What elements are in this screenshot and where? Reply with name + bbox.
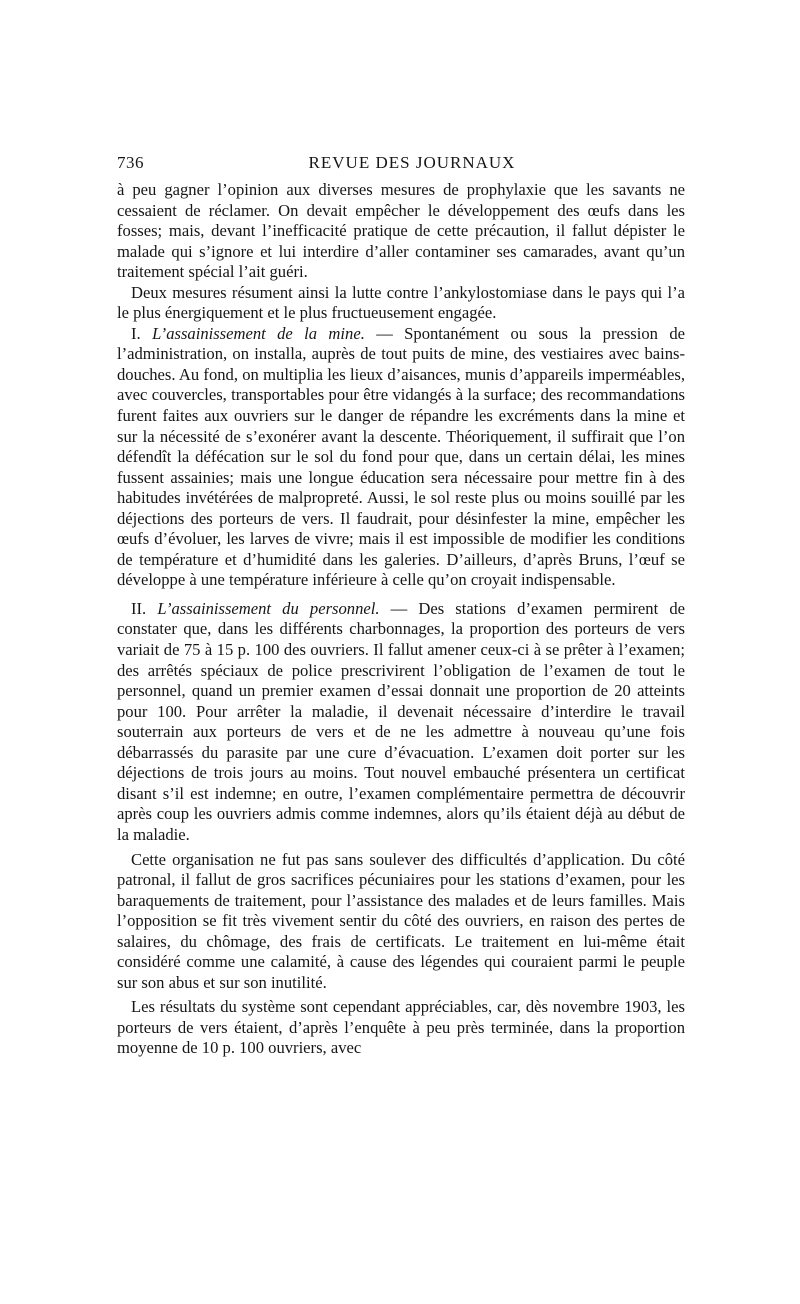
body-text	[117, 180, 685, 1059]
page-number: 736	[117, 153, 144, 172]
section-number: II.	[131, 598, 147, 618]
section-number: I.	[131, 323, 141, 343]
paragraph-two-measures: Deux mesures résument ainsi la lutte contre l’ankylostomiase dans le pays qui l’a le plus énergiquement et le plus fructueusement engagée.	[117, 282, 685, 323]
paragraph-continuation: à peu gagner l’opinion aux diverses mesures de prophylaxie que les savants ne cessaient de réclamer. On devait empêcher le développement des œufs dans les fosses; mais, devant l’inefficacité pratique de cette précaution, il fallut dépister le malade qui s’ignore et lui interdire d’aller contaminer ses camarades, avant qu’un traitement spécial l’ait guéri.	[117, 180, 685, 282]
running-head	[117, 150, 685, 176]
section-heading-personnel: L’assainissement du personnel.	[157, 598, 380, 618]
section-text-mine: — Spontanément ou sous la pression de l’administration, on installa, auprès de tout puits de mine, des vestiaires avec bains-douches. Au fond, on multiplia les lieux d’aisances, munis d’appareils imperméables, avec couvercles, transportables pour être vidangés à la surface; des recommandations furent faites aux ouvriers sur le danger de répandre les excréments dans la mine et sur la nécessité de s’exonérer avant la descente. Théoriquement, il suffirait que l’on défendît la défécation sur le sol du fond pour que, dans un certain délai, les mines fussent assainies; mais une longue éducation sera nécessaire pour mettre fin à des habitudes invétérées de malpropreté. Aussi, le sol reste plus ou moins souillé par les déjections des porteurs de vers. Il faudrait, pour désinfester la mine, empêcher les œufs d’évoluer, les larves de vivre; mais il est impossible de modifier les conditions de température et d’humidité dans les galeries. D’ailleurs, d’après Bruns, l’œuf se développe à une température inférieure à celle qu’on croyait indispensable.	[117, 323, 685, 590]
journal-title: REVUE DES JOURNAUX	[308, 153, 516, 172]
section-text-personnel: — Des stations d’examen permirent de constater que, dans les différents charbonnages, la proportion des porteurs de vers variait de 75 à 15 p. 100 des ouvriers. Il fallut amener ceux-ci à se prêter à l’examen; des arrêtés spéciaux de police prescrivirent l’obligation de l’examen de tout le personnel, quand un premier examen d’essai donnait une proportion de 20 atteints pour 100. Pour arrêter la maladie, il devenait nécessaire d’interdire le travail souterrain aux porteurs de vers et de ne les admettre à nouveau qu’une fois débarrassés du parasite par une cure d’évacuation. L’examen doit porter sur les déjections de trois jours au moins. Tout nouvel embauché présentera un certificat disant s’il est indemne; en outre, l’examen complémentaire permettra de découvrir après coup les ouvriers admis comme indemnes, alors qu’ils étaient déjà au début de la maladie.	[117, 598, 685, 844]
section-mine-sanitation	[117, 324, 685, 591]
book-page	[117, 150, 685, 1059]
paragraph-results: Les résultats du système sont cependant appréciables, car, dès novembre 1903, les porteurs de vers étaient, d’après l’enquête à peu près terminée, dans la proportion moyenne de 10 p. 100 ouvriers, avec	[117, 997, 685, 1058]
paragraph-difficulties: Cette organisation ne fut pas sans soulever des difficultés d’application. Du côté patronal, il fallut de gros sacrifices pécuniaires pour les stations d’examen, pour les baraquements de traitement, pour l’assistance des malades et de leurs familles. Mais l’opposition se fit très vivement sentir du côté des ouvriers, en raison des pertes de salaires, du chômage, des frais de certificats. Le traitement en lui-même était considéré comme une calamité, à cause des légendes qui couraient parmi le peuple sur son abus et sur son inutilité.	[117, 849, 685, 992]
section-personnel-sanitation	[117, 599, 685, 846]
section-heading-mine: L’assainissement de la mine.	[152, 323, 365, 343]
